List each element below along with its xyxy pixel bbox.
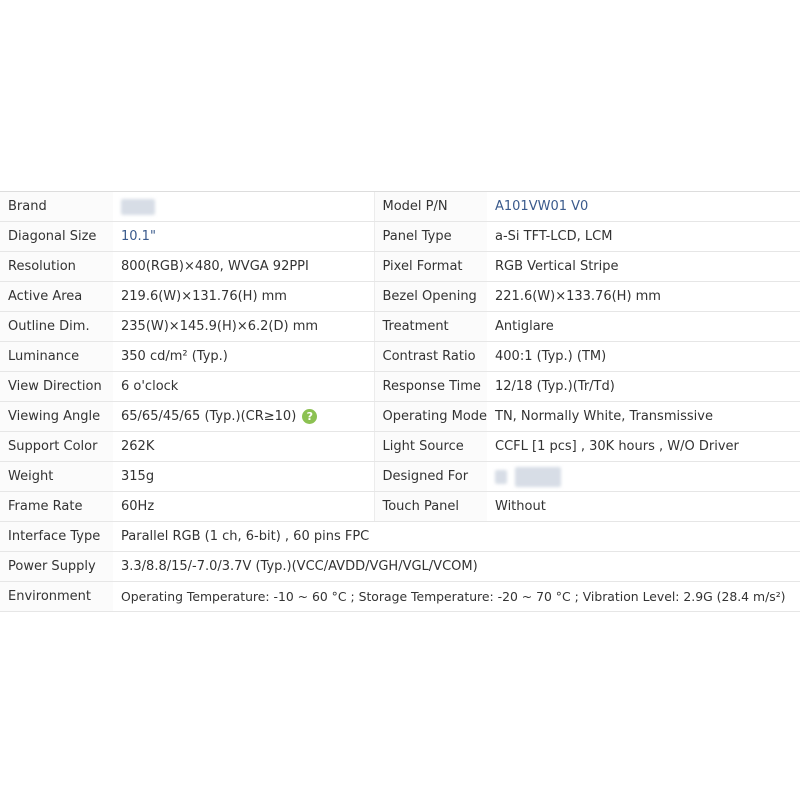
luminance-label: Luminance [0,342,113,372]
operating-mode-value: TN, Normally White, Transmissive [487,402,800,432]
viewing-angle-value: 65/65/45/65 (Typ.)(CR≥10) [121,409,297,424]
active-area-value: 219.6(W)×131.76(H) mm [113,282,374,312]
weight-label: Weight [0,462,113,492]
designed-for-redacted [495,470,507,484]
table-row [0,402,800,432]
light-source-label: Light Source [374,432,487,462]
table-row [0,492,800,522]
view-direction-value: 6 o'clock [113,372,374,402]
active-area-label: Active Area [0,282,113,312]
panel-type-value: a-Si TFT-LCD, LCM [487,222,800,252]
bezel-opening-value: 221.6(W)×133.76(H) mm [487,282,800,312]
frame-rate-value: 60Hz [113,492,374,522]
table-row [0,222,800,252]
table-row [0,192,800,222]
light-source-value: CCFL [1 pcs] , 30K hours , W/O Driver [487,432,800,462]
table-row [0,342,800,372]
luminance-value: 350 cd/m² (Typ.) [113,342,374,372]
pixel-format-label: Pixel Format [374,252,487,282]
table-row [0,372,800,402]
weight-value: 315g [113,462,374,492]
table-row [0,432,800,462]
viewing-angle-cell [113,402,374,432]
designed-for-value [487,462,800,492]
power-supply-label: Power Supply [0,552,113,582]
interface-type-value: Parallel RGB (1 ch, 6-bit) , 60 pins FPC [113,522,800,552]
designed-for-label: Designed For [374,462,487,492]
environment-value: Operating Temperature: -10 ~ 60 °C ; Storage Temperature: -20 ~ 70 °C ; Vibration Level: 2.9G (28.4 m/s²) [113,582,800,612]
treatment-label: Treatment [374,312,487,342]
model-pn-value[interactable]: A101VW01 V0 [487,192,800,222]
environment-label: Environment [0,582,113,612]
resolution-label: Resolution [0,252,113,282]
contrast-ratio-value: 400:1 (Typ.) (TM) [487,342,800,372]
table-row [0,462,800,492]
diagonal-size-label: Diagonal Size [0,222,113,252]
support-color-label: Support Color [0,432,113,462]
designed-for-redacted [515,467,561,487]
response-time-value: 12/18 (Typ.)(Tr/Td) [487,372,800,402]
panel-type-label: Panel Type [374,222,487,252]
support-color-value: 262K [113,432,374,462]
table-row [0,582,800,612]
power-supply-value: 3.3/8.8/15/-7.0/3.7V (Typ.)(VCC/AVDD/VGH/VGL/VCOM) [113,552,800,582]
diagonal-size-value[interactable]: 10.1" [113,222,374,252]
operating-mode-label: Operating Mode [374,402,487,432]
frame-rate-label: Frame Rate [0,492,113,522]
resolution-value: 800(RGB)×480, WVGA 92PPI [113,252,374,282]
touch-panel-value: Without [487,492,800,522]
spec-table [0,191,800,612]
table-row [0,522,800,552]
brand-value [113,192,374,222]
table-row [0,252,800,282]
outline-dim-label: Outline Dim. [0,312,113,342]
contrast-ratio-label: Contrast Ratio [374,342,487,372]
table-row [0,552,800,582]
view-direction-label: View Direction [0,372,113,402]
viewing-angle-label: Viewing Angle [0,402,113,432]
brand-logo-redacted [121,199,155,215]
response-time-label: Response Time [374,372,487,402]
table-row [0,312,800,342]
table-row [0,282,800,312]
outline-dim-value: 235(W)×145.9(H)×6.2(D) mm [113,312,374,342]
model-pn-label: Model P/N [374,192,487,222]
brand-label: Brand [0,192,113,222]
pixel-format-value: RGB Vertical Stripe [487,252,800,282]
bezel-opening-label: Bezel Opening [374,282,487,312]
touch-panel-label: Touch Panel [374,492,487,522]
interface-type-label: Interface Type [0,522,113,552]
question-help-icon[interactable]: ? [302,409,317,424]
treatment-value: Antiglare [487,312,800,342]
